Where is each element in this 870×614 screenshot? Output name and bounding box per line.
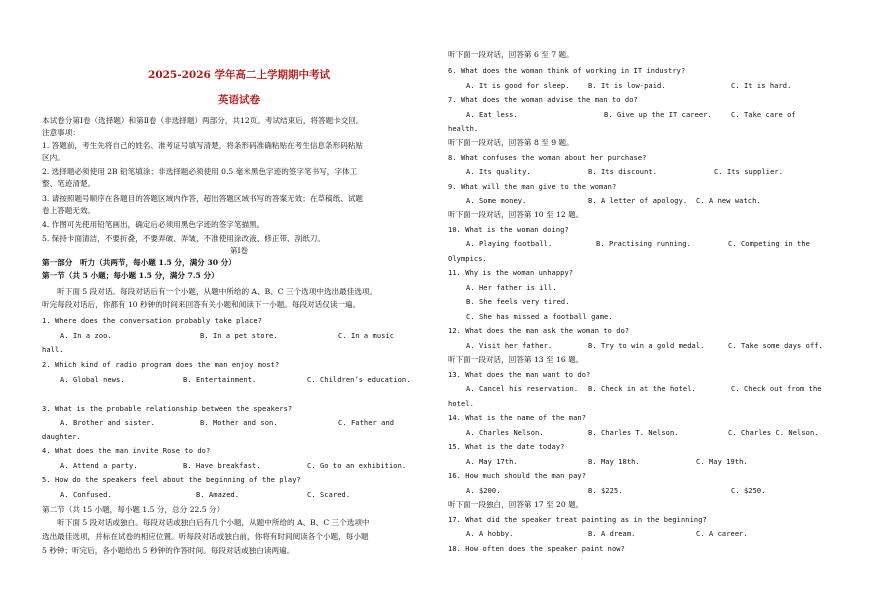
section2-instruction: 听下面 5 段对话或独白。每段对话或独白后有几个小题，从题中所给的 A、B、C 三个选项中: [42, 518, 370, 527]
option-a: A. It is good for sleep.: [466, 82, 570, 90]
question-9: 9. What will the man give to the woman?: [448, 183, 617, 191]
option-wrap: hall.: [42, 346, 64, 354]
option-b: B. Check in at the hotel.: [588, 385, 696, 393]
option-a: A. Eat less.: [466, 111, 518, 119]
question-11: 11. Why is the woman unhappy?: [448, 269, 574, 277]
question-15: 15. What is the date today?: [448, 443, 565, 451]
question-10: 10. What is the woman doing?: [448, 226, 569, 234]
option-b: B. Charles T. Nelson.: [588, 429, 679, 437]
note-line: 2. 选择题必须使用 2B 铅笔填涂；非选择题必须使用 0.5 毫米黑色字迹的签字笔书写，字体工: [42, 167, 358, 176]
question-7: 7. What does the woman advise the man to do?: [448, 96, 638, 104]
option-c: C. Take care of: [731, 111, 796, 119]
option-a: A. In a zoo.: [60, 332, 112, 340]
dialogue-heading: 听下面一段对话，回答第 8 至 9 题。: [448, 138, 574, 147]
intro-text: 本试卷分第Ⅰ卷（选择题）和第Ⅱ卷（非选择题）两部分，共12页。考试结束后，将答题卡交回。: [42, 116, 364, 125]
option-a: A. Confused.: [60, 491, 112, 499]
question-17: 17. What did the speaker treat painting as in the beginning?: [448, 516, 707, 524]
volume-heading: 第Ⅰ卷: [229, 246, 249, 255]
option-c: C. Competing in the: [728, 240, 810, 248]
option-c: C. Children’s education.: [307, 376, 411, 384]
section2-instruction: 5 秒钟；听完后，各小题给出 5 秒钟的作答时间。每段对话或独白读两遍。: [42, 546, 295, 555]
question-2: 2. Which kind of radio program does the man enjoy most?: [42, 361, 280, 369]
question-6: 6. What does the woman think of working in IT industry?: [448, 67, 686, 75]
section1-instruction: 听下面 5 段对话。每段对话后有一个小题，从题中所给的 A、B、C 三个选项中选出最佳选项。: [42, 287, 378, 296]
option-b: B. A dream.: [588, 530, 636, 538]
option-c: C. Take some days off.: [728, 342, 823, 350]
option-c: C. Check out from the: [731, 385, 822, 393]
option-wrap: daughter.: [42, 433, 81, 441]
question-12: 12. What does the man ask the woman to do?: [448, 327, 630, 335]
option-c: C. $250.: [731, 487, 766, 495]
option-b: B. Have breakfast.: [183, 462, 261, 470]
option-b: B. In a pet store.: [200, 332, 278, 340]
option-b: B. It is low-paid.: [588, 82, 666, 90]
option-a: A. Brother and sister.: [60, 419, 155, 427]
note-line: 整、笔迹清楚。: [42, 179, 96, 188]
option-b: B. Mother and son.: [200, 419, 278, 427]
exam-title: 2025-2026 学年高二上学期期中考试: [148, 69, 330, 81]
section2-instruction: 选出最佳选项，并标在试卷的相应位置。听每段对话或独白前，你将有时间阅读各个小题，每小题: [42, 532, 369, 541]
question-14: 14. What is the name of the man?: [448, 414, 587, 422]
dialogue-heading: 听下面一段对话，回答第 13 至 16 题。: [448, 355, 584, 364]
option-wrap: hotel.: [448, 400, 474, 408]
question-1: 1. Where does the conversation probably take place?: [42, 317, 263, 325]
dialogue-heading: 听下面一段独白，回答第 17 至 20 题。: [448, 500, 584, 509]
note-line: 4. 作图可先使用铅笔画出，确定后必须用黑色字迹的签字笔描黑。: [42, 220, 265, 229]
option-b: B. A letter of apology.: [588, 197, 688, 205]
option-c: C. She has missed a football game.: [466, 313, 613, 321]
question-8: 8. What confuses the woman about her purchase?: [448, 154, 647, 162]
option-a: A. Charles Nelson.: [466, 429, 544, 437]
option-b: B. Practising running.: [596, 240, 691, 248]
option-wrap: health.: [448, 125, 479, 133]
option-a: A. May 17th.: [466, 458, 518, 466]
option-b: B. Its discount.: [588, 168, 658, 176]
note-line: 3. 请按照题号顺序在各题目的答题区域内作答，超出答题区域书写的答案无效；在草稿纸、试题: [42, 194, 363, 203]
note-line: 5. 保持卡面清洁，不要折叠，不要弄破、弄皱，不准使用涂改液、修正带、刮纸刀。: [42, 234, 326, 243]
option-c: C. Go to an exhibition.: [307, 462, 407, 470]
option-a: A. Global news.: [60, 376, 125, 384]
exam-subtitle: 英语试卷: [218, 94, 260, 106]
dialogue-heading: 听下面一段对话，回答第 6 至 7 题。: [448, 50, 574, 59]
option-b: B. Give up the IT career.: [604, 111, 712, 119]
option-c: C. Its supplier.: [714, 168, 784, 176]
option-a: A. Some money.: [466, 197, 527, 205]
question-3: 3. What is the probable relationship between the speakers?: [42, 405, 293, 413]
option-c: C. A new watch.: [696, 197, 761, 205]
option-c: C. A career.: [696, 530, 748, 538]
option-c: C. It is hard.: [731, 82, 792, 90]
notes-heading: 注意事项：: [42, 128, 80, 137]
question-4: 4. What does the man invite Rose to do?: [42, 447, 211, 455]
option-b: B. Entertainment.: [183, 376, 257, 384]
question-18: 18. How often does the speaker paint now?: [448, 545, 625, 553]
option-a: A. Attend a party.: [60, 462, 138, 470]
option-b: B. $225.: [588, 487, 623, 495]
section1-heading: 第一节（共 5 小题；每小题 1.5 分，满分 7.5 分）: [42, 271, 219, 280]
section1-instruction: 听完每段对话后，你都有 10 秒钟的时间来回答有关小题和阅读下一小题。每段对话仅读一遍。: [42, 300, 361, 309]
option-c: C. May 19th.: [696, 458, 748, 466]
option-b: B. Try to win a gold medal.: [588, 342, 705, 350]
option-b: B. Amazed.: [196, 491, 240, 499]
option-a: A. Its quality.: [466, 168, 531, 176]
option-a: A. $200.: [466, 487, 501, 495]
option-b: B. May 18th.: [588, 458, 640, 466]
option-a: A. Her father is ill.: [466, 284, 557, 292]
option-b: B. She feels very tired.: [466, 298, 570, 306]
option-wrap: Olympics.: [448, 255, 487, 263]
dialogue-heading: 听下面一段对话，回答第 10 至 12 题。: [448, 210, 584, 219]
note-line: 1. 答题前，考生先将自己的姓名、准考证号填写清楚，将条形码准确粘贴在考生信息条形码粘贴: [42, 141, 363, 150]
option-a: A. A hobby.: [466, 530, 514, 538]
question-5: 5. How do the speakers feel about the beginning of the play?: [42, 476, 301, 484]
option-c: C. In a music: [338, 332, 395, 340]
part1-heading: 第一部分 听力（共两节，每小题 1.5 分，满分 30 分）: [42, 258, 236, 267]
question-13: 13. What does the man want to do?: [448, 371, 591, 379]
section2-heading: 第二节（共 15 小题，每小题 1.5 分，总分 22.5 分）: [42, 505, 225, 514]
option-a: A. Cancel his reservation.: [466, 385, 579, 393]
option-a: A. Playing football.: [466, 240, 553, 248]
option-c: C. Father and: [338, 419, 395, 427]
note-line: 区内。: [42, 153, 65, 162]
option-c: C. Scared.: [307, 491, 351, 499]
question-16: 16. How much should the man pay?: [448, 472, 587, 480]
option-a: A. Visit her father.: [466, 342, 553, 350]
note-line: 卷上答题无效。: [42, 206, 96, 215]
option-c: C. Charles C. Nelson.: [728, 429, 819, 437]
